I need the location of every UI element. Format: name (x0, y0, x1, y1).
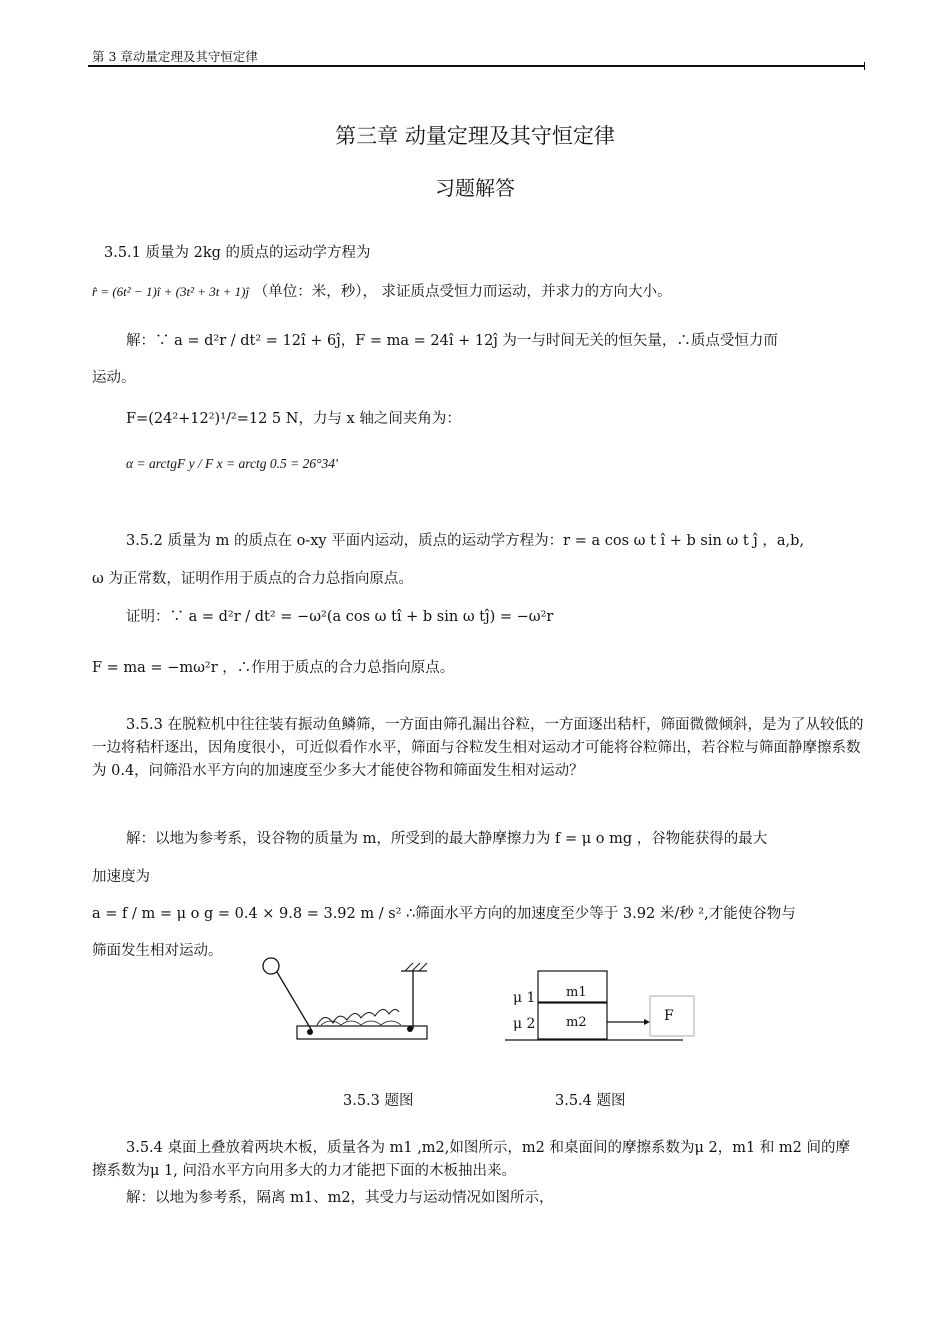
label-mu1: μ 1 (513, 990, 536, 1006)
problem-351-statement: 3.5.1 质量为 2kg 的质点的运动学方程为 (104, 245, 371, 261)
running-header: 第 3 章动量定理及其守恒定律 (92, 49, 258, 64)
problem-353-statement: 3.5.3 在脱粒机中往往装有振动鱼鳞筛，一方面由筛孔漏出谷粒，一方面逐出秸杆，筛面微微倾斜，是为了从较低的一边将秸杆逐出，因角度很小，可近似看作水平，筛面与谷粒发生相对运动才可能将谷粒筛出，若谷粒与筛面静摩擦系数为 0.4，问筛沿水平方向的加速度至少多大才能使谷物和筛面发生相对运动？ (92, 717, 864, 779)
caption-353: 3.5.3 题图 (343, 1093, 414, 1109)
problem-354-statement: 3.5.4 桌面上叠放着两块木板，质量各为 m1 ,m2,如图所示，m2 和桌面间的摩擦系数为μ 2，m1 和 m2 间的摩擦系数为μ 1, 问沿水平方向用多大的力才能把下面的木板抽出来。 (92, 1140, 851, 1179)
problem-352-statement: 3.5.2 质量为 m 的质点在 o-xy 平面内运动，质点的运动学方程为：r = a cos ω t î + b sin ω t ĵ ，a,b, (126, 533, 805, 549)
figure-353-sieve (255, 955, 445, 1045)
problem-351-equation (92, 280, 672, 301)
solution-351-line1: 解：∵ a = d²r / dt² = 12î + 6ĵ，F = ma = 24î + 12ĵ 为一与时间无关的恒矢量，∴质点受恒力而 (126, 333, 778, 349)
solution-353-line1: 解：以地为参考系，设谷物的质量为 m，所受到的最大静摩擦力为 f = μ o mg ，谷物能获得的最大 (126, 831, 768, 847)
solution-351-line3: F=(24²+12²)¹/²=12 5 N，力与 x 轴之间夹角为： (126, 411, 461, 427)
label-force: F (664, 1008, 674, 1024)
header-rule-tick (864, 62, 865, 70)
solution-353-line4: 筛面发生相对运动。 (92, 943, 223, 959)
solution-351-angle: α = arctgF y / F x = arctg 0.5 = 26°34' (126, 456, 338, 471)
header-rule (88, 65, 864, 67)
label-mu2: μ 2 (513, 1016, 536, 1032)
equation-r: r̂ = (6t² − 1)î + (3t² + 3t + 1)ĵ (92, 284, 250, 299)
figure-354-blocks (505, 968, 705, 1048)
label-m2: m2 (566, 1015, 587, 1030)
caption-354: 3.5.4 题图 (555, 1093, 626, 1109)
section-subtitle: 习题解答 (435, 176, 515, 200)
problem-351-units: （单位：米，秒）， 求证质点受恒力而运动，并求力的方向大小。 (253, 284, 672, 300)
problem-352-statement-2: ω 为正常数，证明作用于质点的合力总指向原点。 (92, 571, 413, 587)
proof-352-line1: 证明：∵ a = d²r / dt² = −ω²(a cos ω tî + b sin ω tĵ) = −ω²r (126, 609, 554, 625)
proof-352-line2: F = ma = −mω²r ，∴作用于质点的合力总指向原点。 (92, 660, 455, 676)
solution-353-line2: 加速度为 (92, 869, 150, 885)
label-m1: m1 (566, 985, 587, 1000)
solution-353-line3: a = f / m = μ o g = 0.4 × 9.8 = 3.92 m / s² ∴筛面水平方向的加速度至少等于 3.92 米/秒 ²,才能使谷物与 (92, 906, 796, 922)
solution-351-line2: 运动。 (92, 370, 136, 386)
chapter-title: 第三章 动量定理及其守恒定律 (335, 124, 615, 148)
solution-354-line1: 解：以地为参考系，隔离 m1、m2，其受力与运动情况如图所示， (126, 1190, 554, 1206)
